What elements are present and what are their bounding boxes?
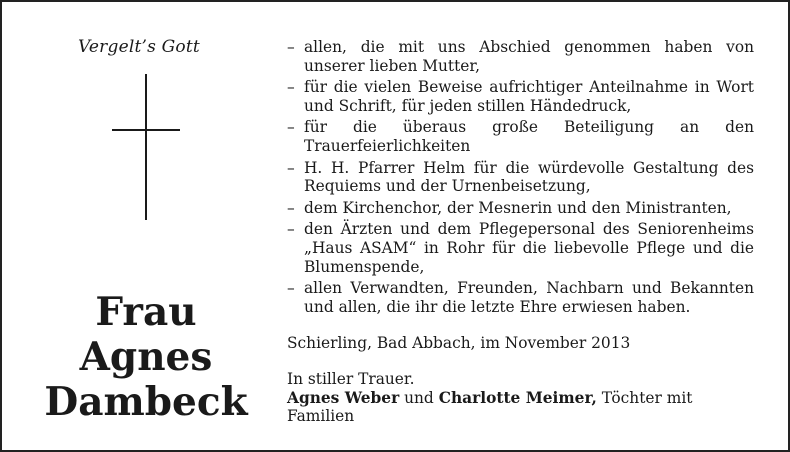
thanks-list (287, 38, 754, 316)
signatory-1: Agnes Weber (287, 388, 400, 407)
list-item: – allen, die mit uns Abschied genommen haben von unserer lieben Mutter, (287, 38, 754, 75)
list-item: – den Ärzten und dem Pflegepersonal des Seniorenheims „Haus ASAM“ in Rohr für die liebevolle Pflege und die Blumenspende, (287, 220, 754, 276)
signatory-suffix: Töchter mit Familien (287, 388, 693, 426)
name-line-first: Agnes (79, 334, 213, 380)
deceased-name (40, 290, 252, 425)
cross-icon-bar (112, 129, 180, 131)
signatory-2: Charlotte Meimer, (438, 388, 597, 407)
name-line-title: Frau (95, 289, 197, 335)
motto: Vergelt’s Gott (78, 37, 200, 57)
closing-line: In stiller Trauer. (287, 369, 415, 388)
cross-icon (145, 74, 147, 220)
name-line-last: Dambeck (44, 379, 248, 425)
list-item: – für die überaus große Beteiligung an den Trauerfeierlichkeiten (287, 118, 754, 155)
list-item: – H. H. Pfarrer Helm für die würdevolle Gestaltung des Requiems und der Urnenbeisetzung, (287, 159, 754, 196)
signatory-connector: und (404, 388, 434, 407)
place-date: Schierling, Bad Abbach, im November 2013 (287, 334, 631, 353)
signatories (287, 389, 754, 426)
left-column (0, 0, 282, 452)
right-column (287, 38, 754, 426)
list-item: – allen Verwandten, Freunden, Nachbarn und Bekannten und allen, die ihr die letzte Ehre erwiesen haben. (287, 279, 754, 316)
list-item: – für die vielen Beweise aufrichtiger Anteilnahme in Wort und Schrift, für jeden stillen Händedruck, (287, 78, 754, 115)
list-item: – dem Kirchenchor, der Mesnerin und den Ministranten, (287, 199, 754, 218)
